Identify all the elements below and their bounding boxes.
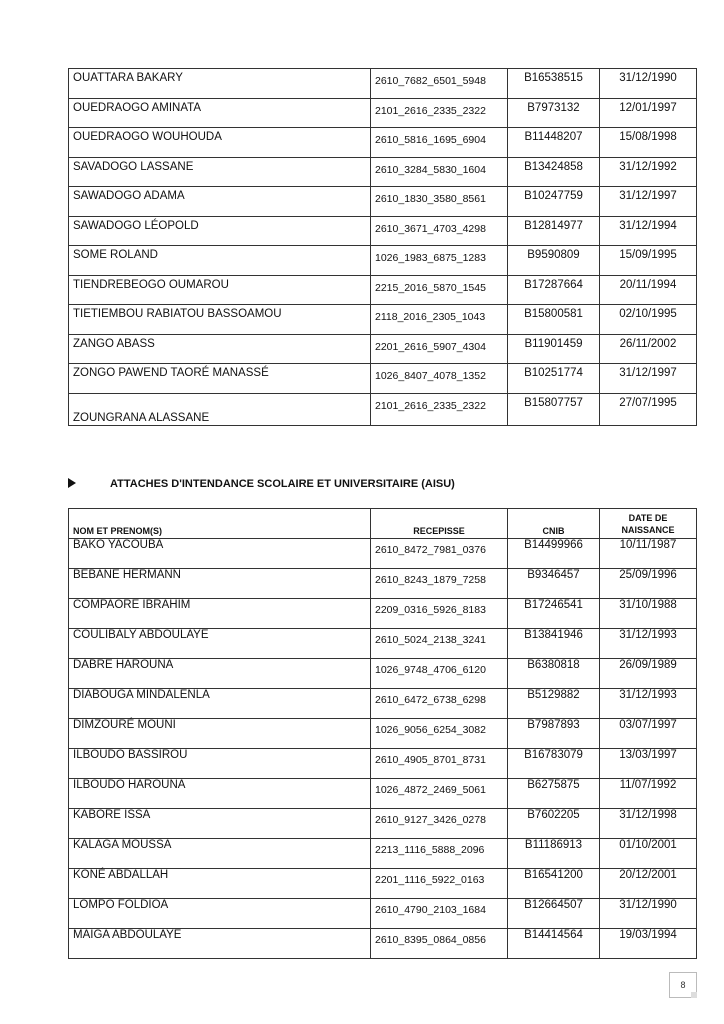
table-row [69,98,697,128]
cell-date: 25/09/1996 [600,569,697,599]
cell-cnib: B17287664 [508,275,600,305]
table-row [69,157,697,187]
cell-recepisse: 2610_4790_2103_1684 [371,899,508,929]
cell-cnib: B6275875 [508,779,600,809]
cell-recepisse: 2610_7682_6501_5948 [371,69,508,99]
cell-name: OUEDRAOGO AMINATA [69,98,371,128]
cell-name: COULIBALY ABDOULAYE [69,629,371,659]
header-date-line2: NAISSANCE [621,525,675,535]
cell-cnib: B11186913 [508,839,600,869]
cell-cnib: B13841946 [508,629,600,659]
table-row [69,216,697,246]
cell-recepisse: 2118_2016_2305_1043 [371,305,508,335]
table-row [69,689,697,719]
cell-name: ZONGO PAWEND TAORÉ MANASSÉ [69,364,371,394]
bullet-arrow-icon [68,478,76,488]
table-row [69,246,697,276]
table-row [69,393,697,425]
table-row [69,749,697,779]
table-row [69,187,697,217]
cell-recepisse: 1026_1983_6875_1283 [371,246,508,276]
cell-date: 11/07/1992 [600,779,697,809]
cell-cnib: B5129882 [508,689,600,719]
header-recepisse: RECEPISSE [371,509,508,539]
table-row [69,899,697,929]
cell-cnib: B7987893 [508,719,600,749]
cell-date: 27/07/1995 [600,393,697,425]
table-row [69,334,697,364]
table-row [69,599,697,629]
cell-name: ILBOUDO BASSIROU [69,749,371,779]
cell-date: 31/12/1992 [600,157,697,187]
cell-name: ILBOUDO HAROUNA [69,779,371,809]
cell-date: 31/12/1997 [600,364,697,394]
cell-recepisse: 2201_2616_5907_4304 [371,334,508,364]
cell-date: 12/01/1997 [600,98,697,128]
cell-name: MAIGA ABDOULAYE [69,929,371,959]
candidates-table-continued [68,68,697,426]
cell-name: LOMPO FOLDIOA [69,899,371,929]
cell-name: TIENDREBEOGO OUMAROU [69,275,371,305]
cell-recepisse: 2610_1830_3580_8561 [371,187,508,217]
cell-cnib: B10251774 [508,364,600,394]
cell-date: 26/09/1989 [600,659,697,689]
cell-date: 10/11/1987 [600,539,697,569]
cell-recepisse: 2101_2616_2335_2322 [371,393,508,425]
cell-name: DABRE HAROUNA [69,659,371,689]
cell-cnib: B16538515 [508,69,600,99]
cell-date: 20/12/2001 [600,869,697,899]
cell-name: KONÉ ABDALLAH [69,869,371,899]
cell-date: 19/03/1994 [600,929,697,959]
cell-name: COMPAORE IBRAHIM [69,599,371,629]
table-row [69,809,697,839]
cell-cnib: B9346457 [508,569,600,599]
cell-recepisse: 2610_3671_4703_4298 [371,216,508,246]
cell-recepisse: 2610_6472_6738_6298 [371,689,508,719]
cell-recepisse: 2610_9127_3426_0278 [371,809,508,839]
cell-name: DIMZOURÉ MOUNI [69,719,371,749]
table-row [69,929,697,959]
cell-cnib: B9590809 [508,246,600,276]
cell-date: 26/11/2002 [600,334,697,364]
cell-date: 31/12/1994 [600,216,697,246]
cell-recepisse: 2201_1116_5922_0163 [371,869,508,899]
cell-date: 31/12/1990 [600,899,697,929]
cell-cnib: B7602205 [508,809,600,839]
cell-name: KABORE ISSA [69,809,371,839]
cell-date: 20/11/1994 [600,275,697,305]
table-row [69,719,697,749]
cell-cnib: B11901459 [508,334,600,364]
cell-recepisse: 2610_5816_1695_6904 [371,128,508,158]
cell-date: 03/07/1997 [600,719,697,749]
cell-recepisse: 2610_8472_7981_0376 [371,539,508,569]
cell-cnib: B6380818 [508,659,600,689]
cell-date: 31/12/1990 [600,69,697,99]
candidates-table-body [69,69,697,426]
cell-recepisse: 2610_8243_1879_7258 [371,569,508,599]
cell-recepisse: 2101_2616_2335_2322 [371,98,508,128]
header-date [600,509,697,539]
table-row [69,569,697,599]
aisu-table [68,508,697,959]
cell-cnib: B10247759 [508,187,600,217]
section-title: ATTACHES D'INTENDANCE SCOLAIRE ET UNIVERSITAIRE (AISU) [110,478,455,490]
cell-recepisse: 1026_9748_4706_6120 [371,659,508,689]
cell-cnib: B7973132 [508,98,600,128]
cell-cnib: B11448207 [508,128,600,158]
header-cnib: CNIB [508,509,600,539]
cell-cnib: B14499966 [508,539,600,569]
cell-recepisse: 1026_4872_2469_5061 [371,779,508,809]
cell-date: 31/10/1988 [600,599,697,629]
cell-name: OUEDRAOGO WOUHOUDA [69,128,371,158]
cell-cnib: B14414564 [508,929,600,959]
cell-date: 15/08/1998 [600,128,697,158]
table-row [69,364,697,394]
table-row [69,869,697,899]
cell-cnib: B15800581 [508,305,600,335]
table-row [69,275,697,305]
cell-cnib: B12814977 [508,216,600,246]
table-row [69,659,697,689]
table-row [69,69,697,99]
cell-cnib: B15807757 [508,393,600,425]
table-row [69,539,697,569]
cell-date: 15/09/1995 [600,246,697,276]
cell-cnib: B17246541 [508,599,600,629]
cell-cnib: B13424858 [508,157,600,187]
cell-recepisse: 2610_4905_8701_8731 [371,749,508,779]
cell-name: SAWADOGO LÉOPOLD [69,216,371,246]
section-heading [68,478,455,490]
cell-name: DIABOUGA MINDALENLA [69,689,371,719]
cell-name: OUATTARA BAKARY [69,69,371,99]
header-name: NOM ET PRENOM(S) [69,509,371,539]
cell-date: 02/10/1995 [600,305,697,335]
cell-name: TIETIEMBOU RABIATOU BASSOAMOU [69,305,371,335]
cell-name: ZOUNGRANA ALASSANE [69,393,371,425]
cell-date: 31/12/1997 [600,187,697,217]
aisu-table-body [69,509,697,959]
table-row [69,779,697,809]
cell-recepisse: 2209_0316_5926_8183 [371,599,508,629]
cell-cnib: B16541200 [508,869,600,899]
table-header-row [69,509,697,539]
cell-date: 31/12/1993 [600,629,697,659]
cell-name: BAKO YACOUBA [69,539,371,569]
cell-recepisse: 2213_1116_5888_2096 [371,839,508,869]
cell-recepisse: 2610_5024_2138_3241 [371,629,508,659]
cell-recepisse: 2610_8395_0864_0856 [371,929,508,959]
table-row [69,305,697,335]
table-row [69,629,697,659]
cell-name: BEBANE HERMANN [69,569,371,599]
cell-cnib: B16783079 [508,749,600,779]
cell-name: ZANGO ABASS [69,334,371,364]
cell-date: 13/03/1997 [600,749,697,779]
table-row [69,128,697,158]
cell-date: 01/10/2001 [600,839,697,869]
cell-name: SAVADOGO LASSANE [69,157,371,187]
table-row [69,839,697,869]
header-date-line1: DATE DE [628,513,668,523]
cell-name: KALAGA MOUSSA [69,839,371,869]
cell-date: 31/12/1998 [600,809,697,839]
cell-cnib: B12664507 [508,899,600,929]
cell-recepisse: 1026_9056_6254_3082 [371,719,508,749]
cell-name: SAWADOGO ADAMA [69,187,371,217]
cell-recepisse: 2215_2016_5870_1545 [371,275,508,305]
cell-recepisse: 2610_3284_5830_1604 [371,157,508,187]
cell-recepisse: 1026_8407_4078_1352 [371,364,508,394]
cell-date: 31/12/1993 [600,689,697,719]
page-number: 8 [669,972,697,998]
cell-name: SOME ROLAND [69,246,371,276]
